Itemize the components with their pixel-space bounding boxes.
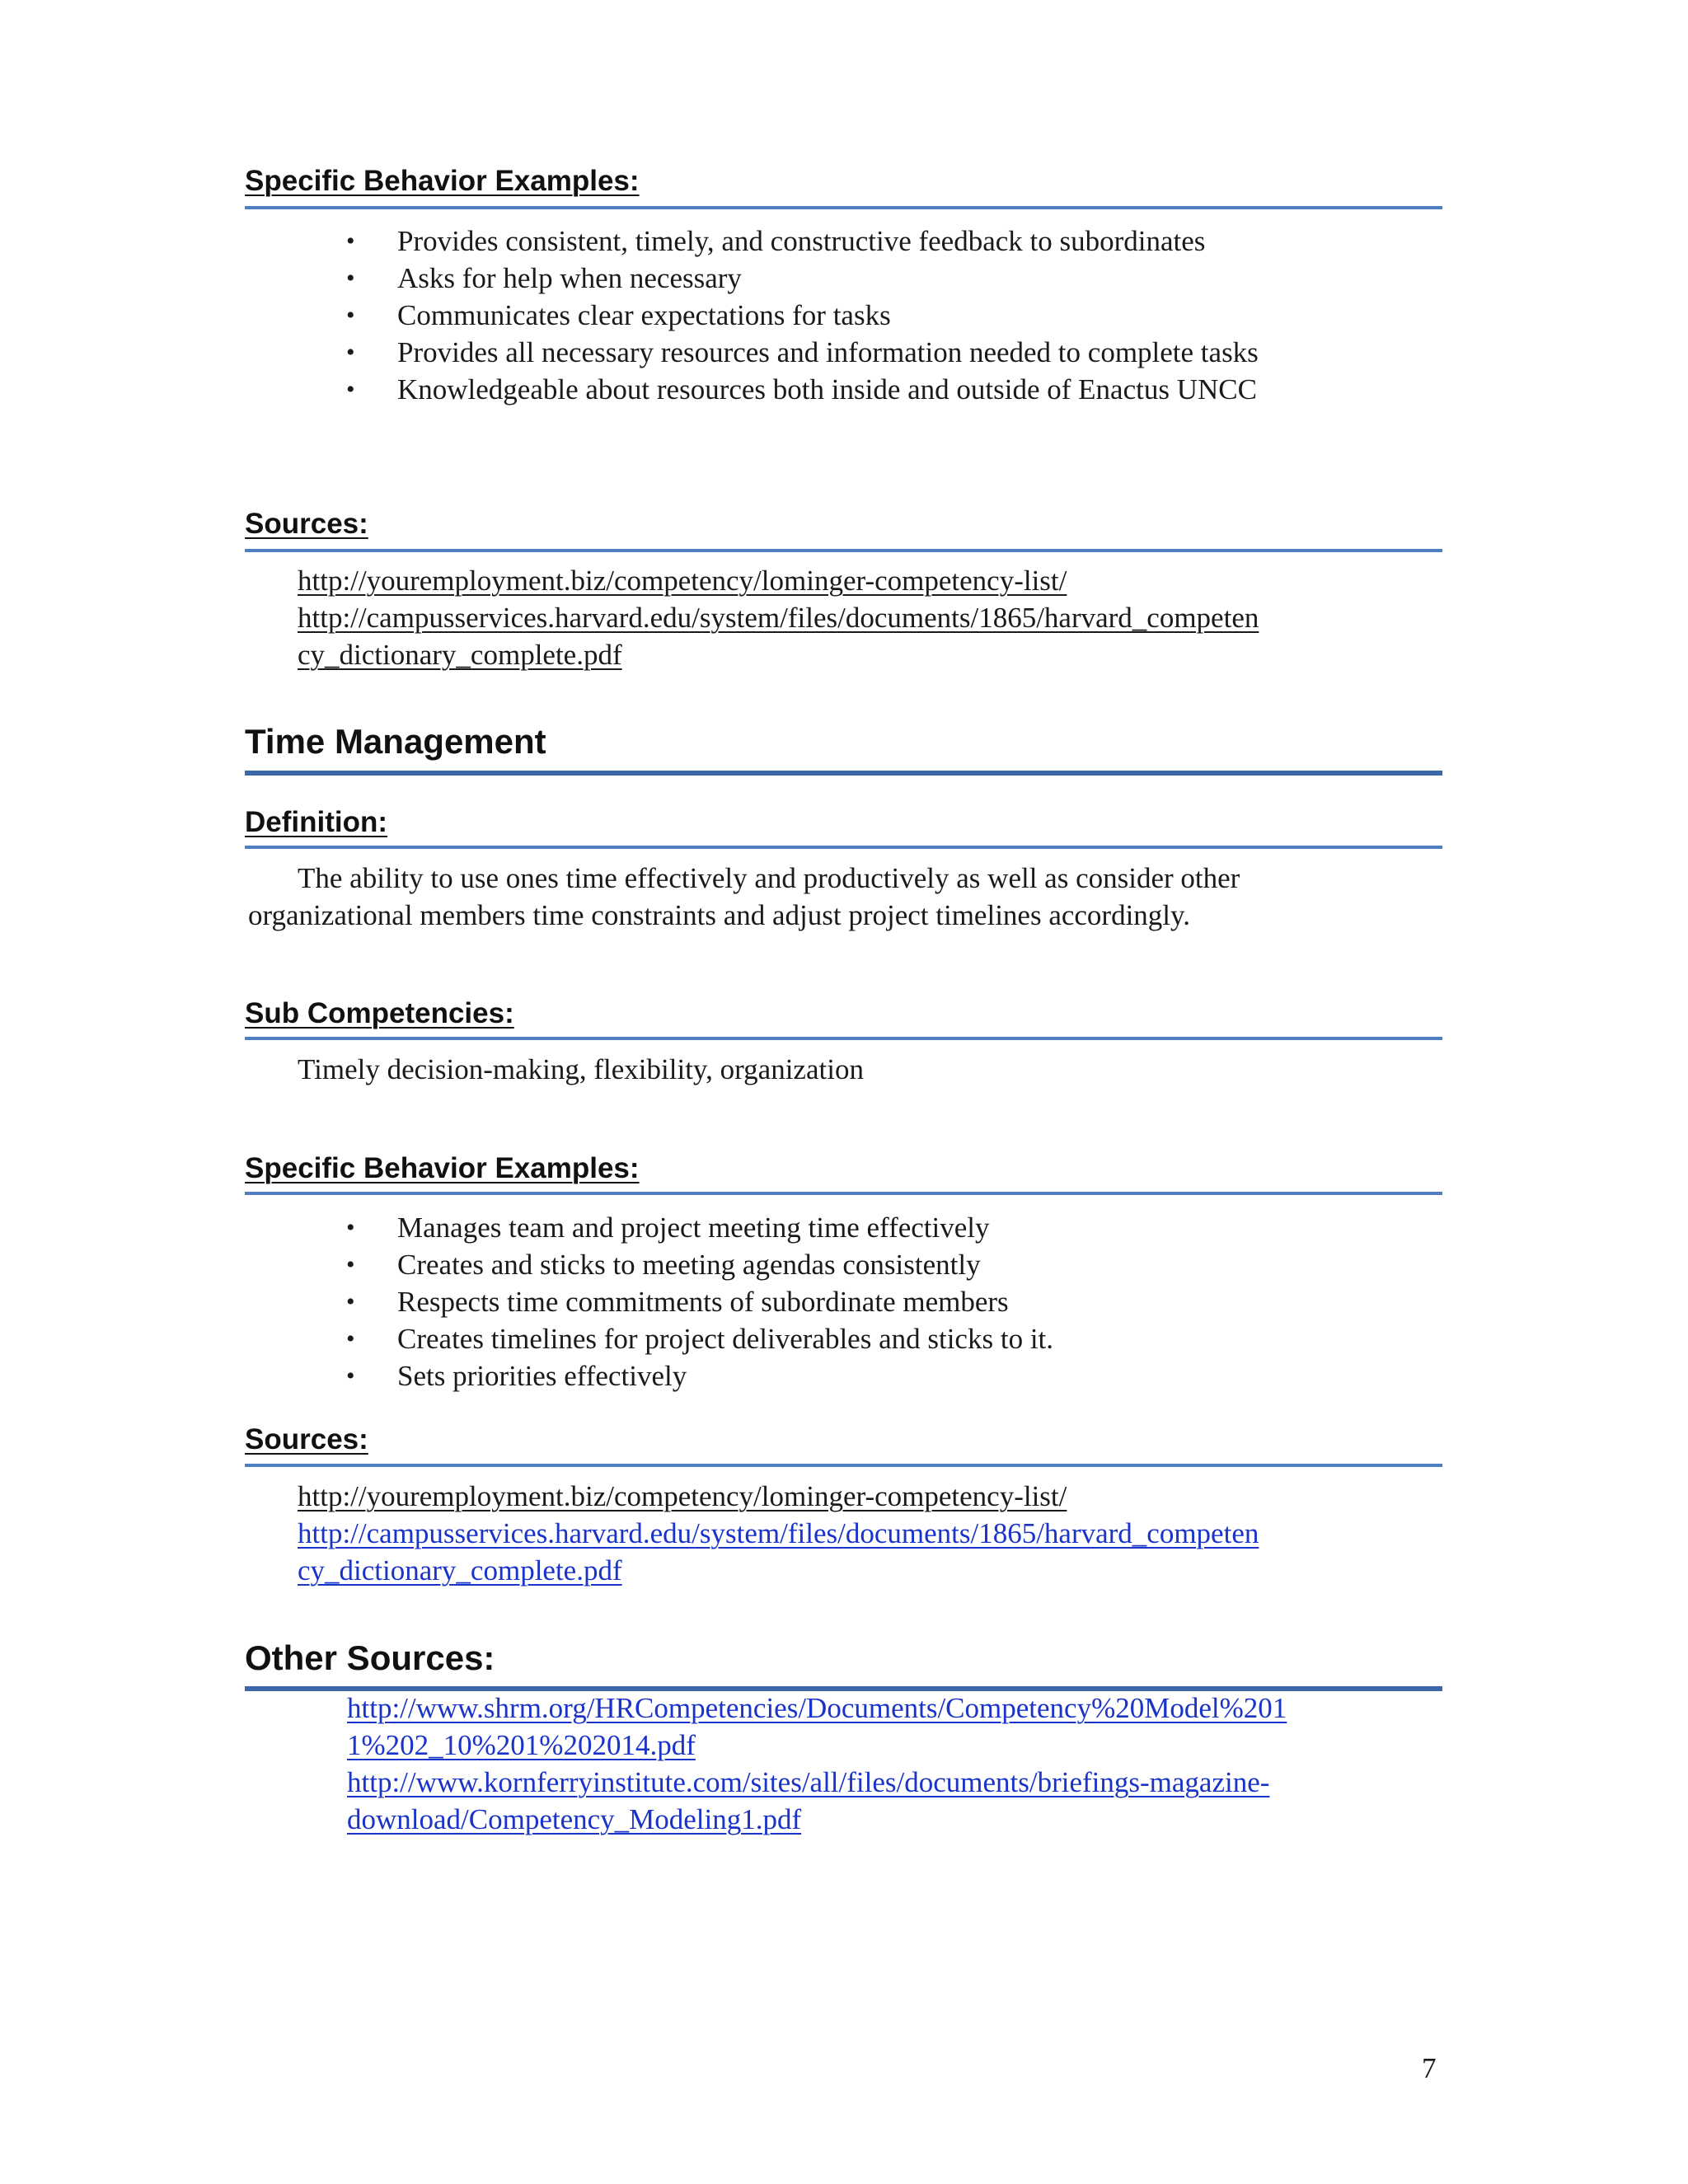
- title-rule: [245, 771, 1442, 776]
- source-link[interactable]: http://campusservices.harvard.edu/system/files/documents/1865/harvard_competen: [298, 1517, 1259, 1549]
- sub-competencies-heading: Sub Competencies:: [245, 997, 514, 1029]
- page-number: 7: [1422, 2052, 1437, 2084]
- heading-rule: [245, 1192, 1442, 1195]
- other-sources-title: Other Sources:: [245, 1638, 495, 1677]
- sources-list-1: [298, 562, 1259, 673]
- list-item: • Knowledgeable about resources both inside and outside of Enactus UNCC: [346, 373, 1257, 405]
- sources-heading: Sources:: [245, 508, 368, 540]
- other-sources-list: [347, 1690, 1287, 1838]
- definition-text: The ability to use ones time effectively and productively as well as consider other organizational members time constraints and adjust project timelines accordingly.: [248, 862, 1240, 931]
- source-link-continuation[interactable]: 1%202_10%201%202014.pdf: [347, 1729, 696, 1761]
- source-link[interactable]: http://youremployment.biz/competency/lominger-competency-list/: [298, 1480, 1067, 1512]
- heading-rule: [245, 1464, 1442, 1467]
- list-item: • Provides all necessary resources and information needed to complete tasks: [346, 336, 1259, 368]
- source-link-continuation[interactable]: download/Competency_Modeling1.pdf: [347, 1803, 802, 1835]
- list-item: • Creates timelines for project deliverables and sticks to it.: [346, 1323, 1054, 1355]
- source-link[interactable]: http://campusservices.harvard.edu/system/files/documents/1865/harvard_competen: [298, 602, 1259, 634]
- heading-rule: [245, 206, 1442, 209]
- behavior-examples-heading: Specific Behavior Examples:: [245, 1152, 640, 1184]
- source-link-continuation[interactable]: cy_dictionary_complete.pdf: [298, 1554, 622, 1586]
- source-link[interactable]: http://www.shrm.org/HRCompetencies/Documents/Competency%20Model%201: [347, 1692, 1287, 1724]
- definition-heading: Definition:: [245, 806, 388, 838]
- list-item: • Creates and sticks to meeting agendas consistently: [346, 1249, 981, 1281]
- list-item: • Provides consistent, timely, and constructive feedback to subordinates: [346, 225, 1206, 257]
- time-management-title: Time Management: [245, 722, 546, 761]
- source-link[interactable]: http://www.kornferryinstitute.com/sites/all/files/documents/briefings-magazine-: [347, 1766, 1270, 1798]
- sub-competencies-text: Timely decision-making, flexibility, organization: [298, 1053, 864, 1085]
- list-item: • Communicates clear expectations for tasks: [346, 299, 891, 331]
- list-item: • Asks for help when necessary: [346, 262, 742, 294]
- behavior-list-2: [346, 1209, 1442, 1394]
- list-item: • Respects time commitments of subordinate members: [346, 1286, 1009, 1318]
- source-link-continuation[interactable]: cy_dictionary_complete.pdf: [298, 639, 622, 671]
- source-link[interactable]: http://youremployment.biz/competency/lominger-competency-list/: [298, 565, 1067, 597]
- list-item: • Manages team and project meeting time effectively: [346, 1212, 990, 1244]
- behavior-list-1: [346, 223, 1442, 408]
- behavior-examples-heading: Specific Behavior Examples:: [245, 165, 640, 197]
- heading-rule: [245, 549, 1442, 552]
- heading-rule: [245, 846, 1442, 849]
- sources-heading: Sources:: [245, 1423, 368, 1455]
- list-item: • Sets priorities effectively: [346, 1360, 687, 1392]
- sources-list-2: [298, 1478, 1259, 1589]
- heading-rule: [245, 1037, 1442, 1040]
